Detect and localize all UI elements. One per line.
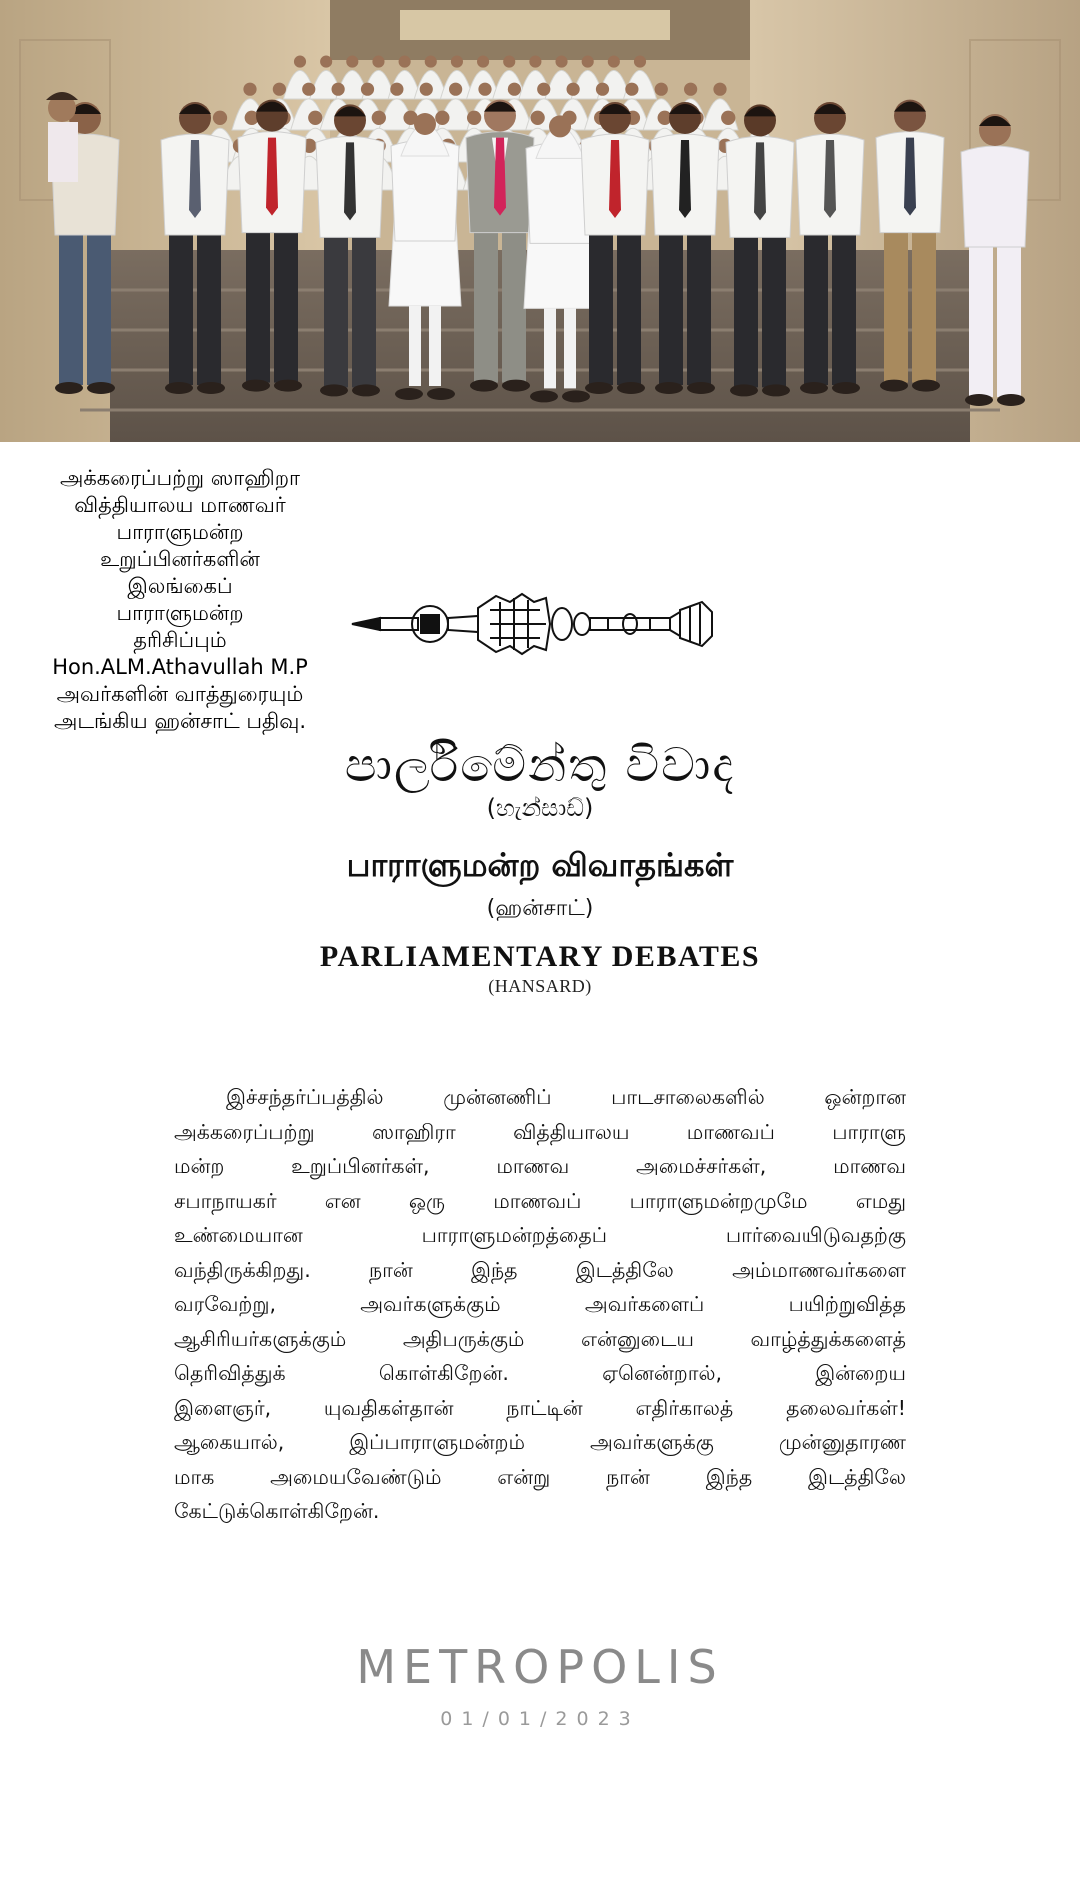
speech-line: ஆசிரியர்களுக்கும் அதிபருக்கும் என்னுடைய வாழ்த்துக்களைத் <box>174 1326 906 1351</box>
caption-line: அவர்களின் வாத்துரையும் <box>56 682 304 706</box>
speech-line: சபாநாயகர் என ஒரு மாணவப் பாராளுமன்றமுமே எமது <box>174 1188 906 1213</box>
speech-line: கேட்டுக்கொள்கிறேன். <box>174 1499 380 1523</box>
sinhala-title: පාර්ලිමේන්තු විවාද <box>344 738 736 793</box>
caption-line: அக்கரைப்பற்று ஸாஹிறா <box>60 466 300 490</box>
caption-line: பாராளுமன்ற <box>116 601 244 625</box>
caption-line: தரிசிப்பும் <box>133 628 227 652</box>
speech-line: ஆகையால், இப்பாராளுமன்றம் அவர்களுக்கு முன்னுதாரண <box>174 1430 906 1454</box>
caption-line: வித்தியாலய மாணவர் <box>74 493 286 517</box>
speech-line: அக்கரைப்பற்று ஸாஹிரா வித்தியாலய மாணவப் பாராளு <box>174 1119 906 1144</box>
caption-line: அடங்கிய ஹன்சாட் பதிவு. <box>53 709 307 733</box>
speech-line: வந்திருக்கிறது. நான் இந்த இடத்திலே அம்மாணவர்களை <box>174 1257 906 1282</box>
speech-line: மாக அமையவேண்டும் என்று நான் இந்த இடத்திலே <box>174 1464 906 1489</box>
date-watermark: 01/01/2023 <box>440 1708 640 1730</box>
parliament-mace-icon <box>350 588 730 660</box>
child-figure <box>46 92 78 182</box>
speech-line: உண்மையான பாராளுமன்றத்தைப் பார்வையிடுவதற்கு <box>174 1223 906 1247</box>
caption-line: இலங்கைப் <box>127 574 233 598</box>
caption-line: உறுப்பினர்களின் <box>100 547 260 571</box>
speech-line: தெரிவித்துக் கொள்கிறேன். ஏனென்றால், இன்றைய <box>174 1361 906 1385</box>
speech-line: இளைஞர், யுவதிகள்தான் நாட்டின் எதிர்காலத் தலைவர்கள்! <box>174 1395 906 1420</box>
brand-watermark: METROPOLIS <box>356 1640 724 1694</box>
caption-line: பாராளுமன்ற <box>116 520 244 544</box>
group-photo <box>0 0 1080 442</box>
speech-line: வரவேற்று, அவர்களுக்கும் அவர்களைப் பயிற்றுவித்த <box>174 1292 906 1316</box>
photo-caption <box>0 465 360 735</box>
speech-line: இச்சந்தர்ப்பத்தில் முன்னணிப் பாடசாலைகளில் ஒன்றான <box>226 1085 906 1109</box>
caption-line: Hon.ALM.Athavullah M.P <box>52 655 308 679</box>
english-title: PARLIAMENTARY DEBATES <box>319 940 761 973</box>
english-subtitle: (HANSARD) <box>488 976 592 996</box>
hansard-speech <box>174 1080 906 1529</box>
tamil-title: பாராளுமன்ற விவாதங்கள் <box>346 846 734 884</box>
tamil-subtitle: (ஹன்சாட்) <box>486 896 594 921</box>
sinhala-subtitle: (හැන්සාඩ්) <box>486 794 594 822</box>
speech-line: மன்ற உறுப்பினர்கள், மாணவ அமைச்சர்கள், மாணவ <box>174 1154 906 1178</box>
